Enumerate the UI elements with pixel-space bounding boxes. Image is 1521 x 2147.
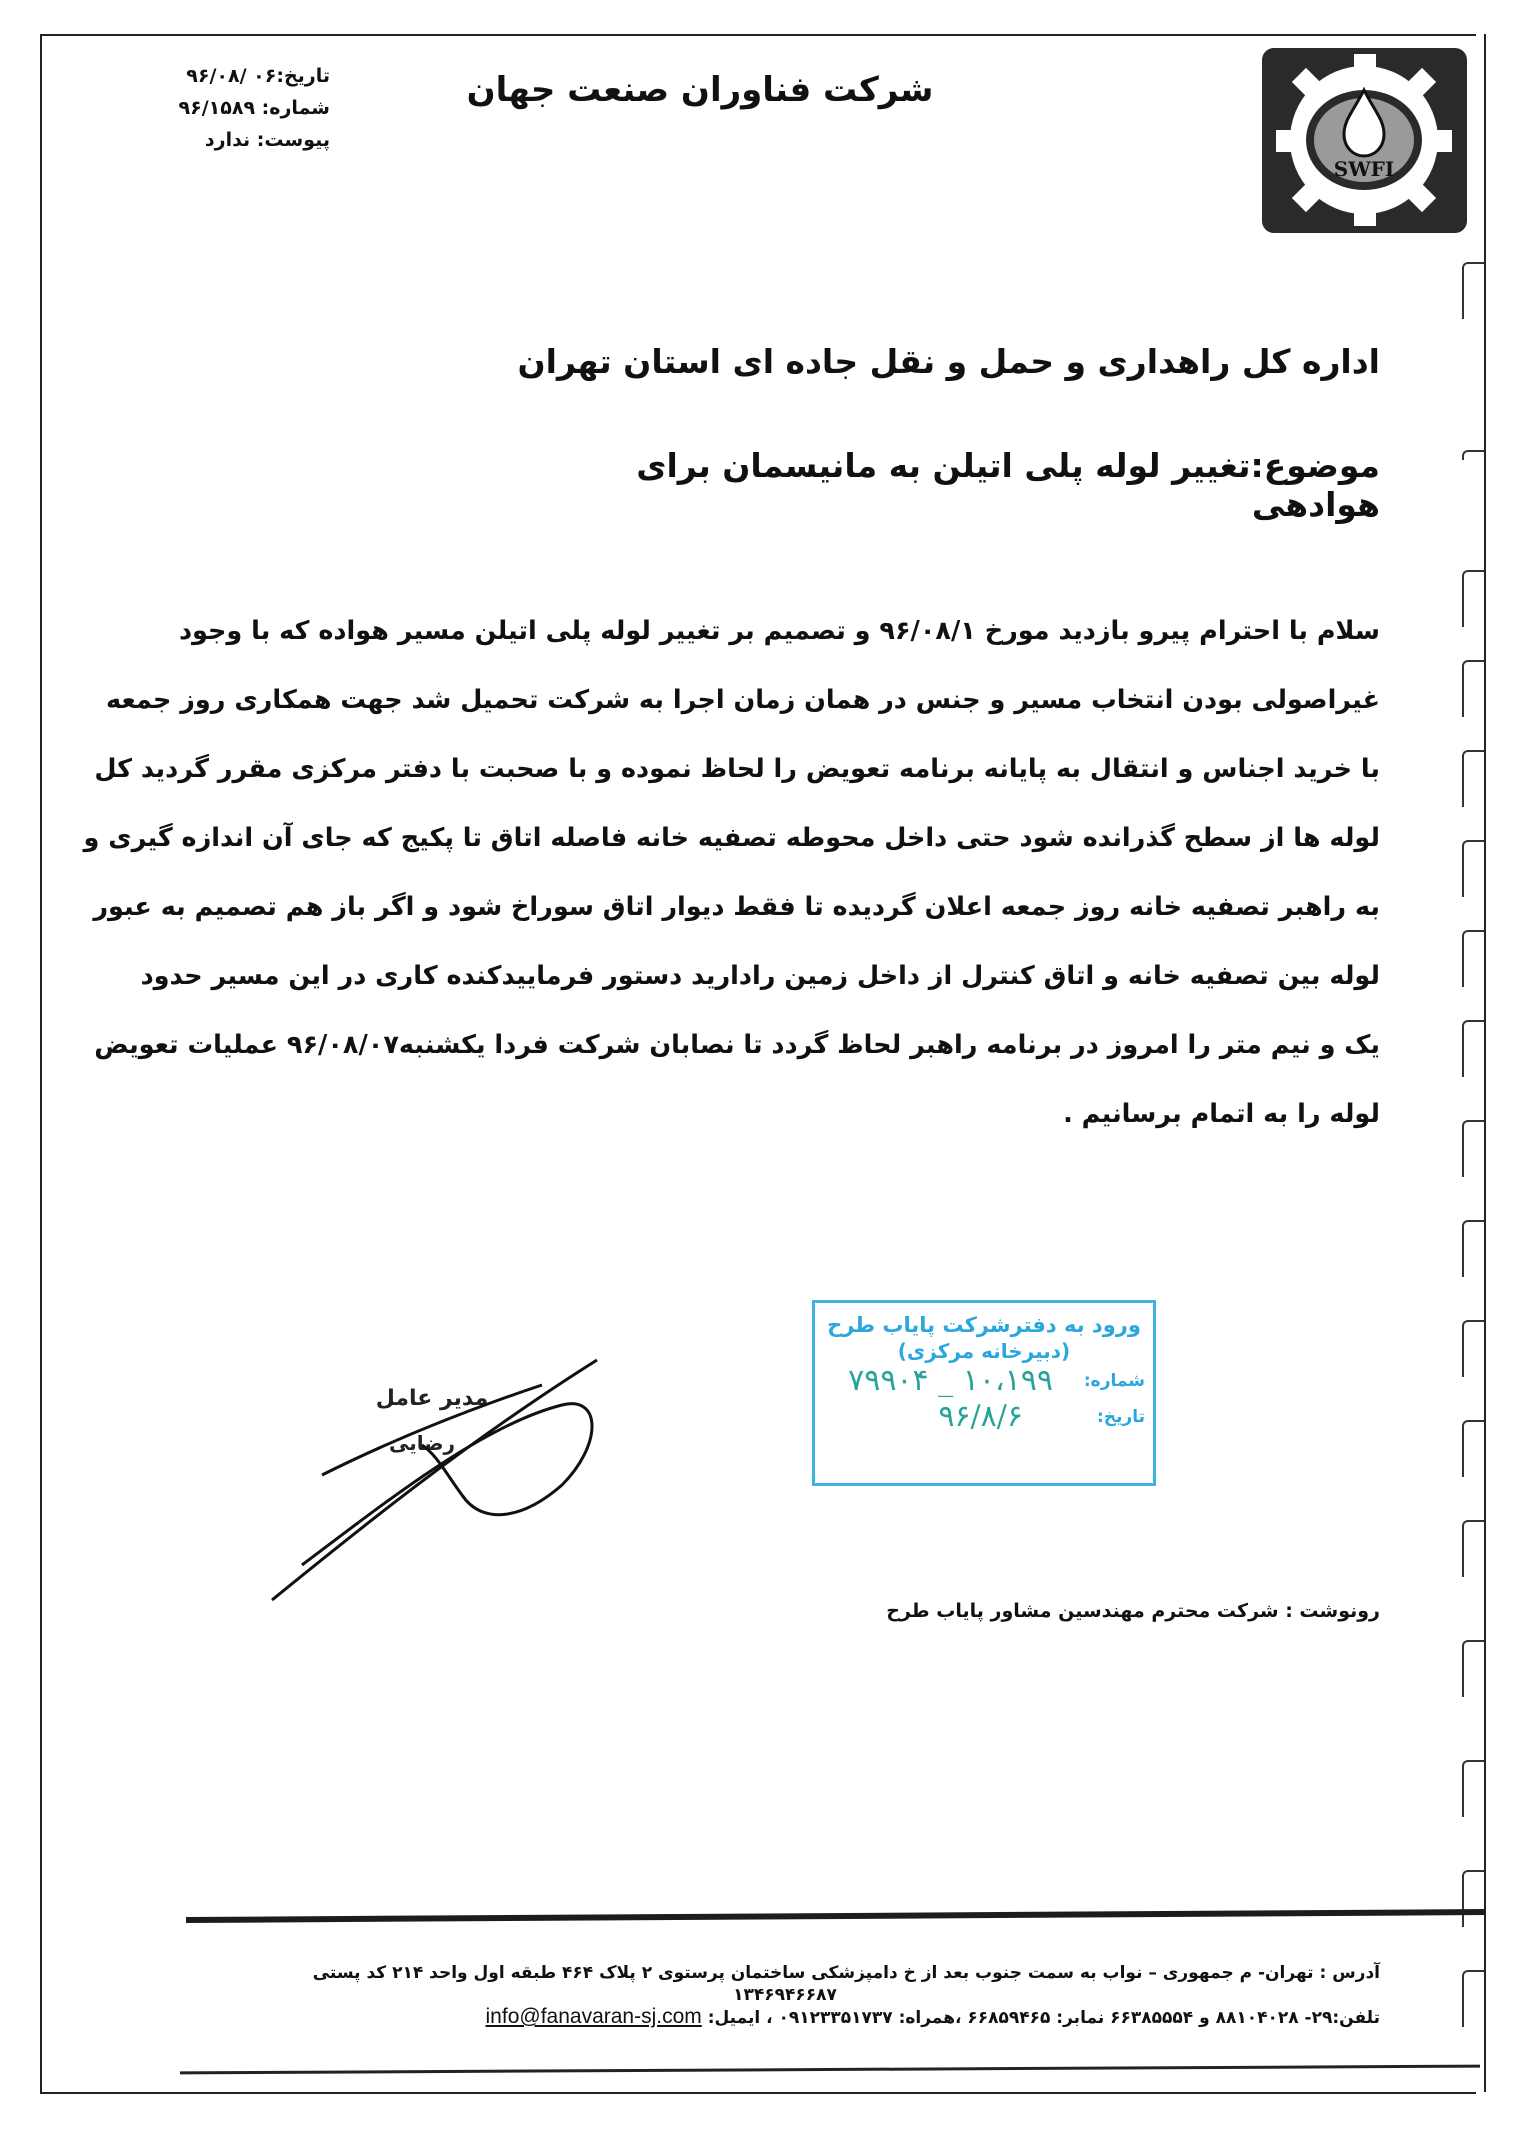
binder-tab bbox=[1462, 1220, 1484, 1277]
stamp-number-label: شماره: bbox=[1083, 1371, 1145, 1391]
company-logo-icon bbox=[1262, 48, 1472, 238]
footer-address: آدرس : تهران- م جمهوری – نواب به سمت جنوب بعد از خ دامپزشکی ساختمان پرستوی ۲ پلاک ۴۶۴ طبقه اول واحد ۲۱۴ کد پستی bbox=[312, 1963, 1380, 1983]
signature-name: رضایی bbox=[388, 1431, 456, 1455]
stamp-date-value: ۹۶/۸/۶ bbox=[938, 1399, 1023, 1434]
binder-tab bbox=[1462, 750, 1484, 807]
binder-tab bbox=[1462, 840, 1484, 897]
letter-date: تاریخ:۰۶ /۹۶/۰۸ bbox=[186, 65, 330, 87]
body-line: سلام با احترام پیرو بازدید مورخ ۹۶/۰۸/۱ و تصمیم بر تغییر لوله پلی اتیلن مسیر هواده که با وجود bbox=[178, 616, 1380, 646]
receipt-stamp bbox=[812, 1300, 1156, 1486]
letter-body bbox=[83, 616, 1380, 1168]
company-name: شرکت فناوران صنعت جهان bbox=[466, 70, 934, 110]
binder-tab bbox=[1462, 1420, 1484, 1477]
body-line: لوله بین تصفیه خانه و اتاق کنترل از داخل زمین رادارید دستور فرماییدکنده کاری در این مسیر حدود bbox=[140, 961, 1380, 991]
signature-title: مدیر عامل bbox=[375, 1386, 489, 1411]
footer bbox=[190, 1962, 1380, 2029]
body-line: با خرید اجناس و انتقال به پایانه برنامه تعویض را لحاظ نموده و با صحبت با دفتر مرکزی مقرر گردید کل bbox=[94, 754, 1380, 784]
binder-tab bbox=[1462, 1020, 1484, 1077]
footer-email-link[interactable]: info@fanavaran-sj.com bbox=[485, 2005, 702, 2028]
stamp-number-value: ۱۰،۱۹۹ _ ۷۹۹۰۴ bbox=[848, 1363, 1053, 1398]
binder-tab bbox=[1462, 1640, 1484, 1697]
letter-number: شماره: ۹۶/۱۵۸۹ bbox=[178, 97, 330, 119]
footer-contact: تلفن:۲۹- ۸۸۱۰۴۰۲۸ و ۶۶۳۸۵۵۵۴ نمابر: ۶۶۸۵۹۴۶۵ ،همراه: ۰۹۱۲۳۳۵۱۷۳۷ ، ایمیل: bbox=[707, 2008, 1380, 2028]
body-line: لوله ها از سطح گذرانده شود حتی داخل محوطه تصفیه خانه فاصله اتاق تا پکیج که جای آن اندازه گیری و bbox=[83, 823, 1380, 853]
binder-tab bbox=[1462, 930, 1484, 987]
footer-contact-row bbox=[190, 2006, 1380, 2029]
binder-tab bbox=[1462, 570, 1484, 627]
body-line: یک و نیم متر را امروز در برنامه راهبر لحاظ گردد تا نصابان شرکت فردا یکشنبه۹۶/۰۸/۰۷ عملیات تعویض bbox=[94, 1030, 1380, 1060]
footer-postal-code: ۱۳۴۶۹۴۶۶۸۷ bbox=[733, 1985, 837, 2005]
binder-tab bbox=[1462, 262, 1484, 319]
letter-meta bbox=[110, 60, 330, 156]
body-line: لوله را به اتمام برسانیم . bbox=[1063, 1099, 1380, 1129]
binder-tab bbox=[1462, 660, 1484, 717]
signature-image bbox=[262, 1335, 602, 1610]
stamp-subtitle: (دبیرخانه مرکزی) bbox=[897, 1339, 1071, 1363]
body-line: به راهبر تصفیه خانه روز جمعه اعلان گردیده تا فقط دیوار اتاق سوراخ شود و اگر باز هم تصمیم به عبور bbox=[93, 892, 1380, 922]
body-line: غیراصولی بودن انتخاب مسیر و جنس در همان زمان اجرا به شرکت تحمیل شد جهت همکاری روز جمعه bbox=[106, 685, 1380, 715]
binder-tab bbox=[1462, 1970, 1484, 2027]
binder-tab bbox=[1462, 1520, 1484, 1577]
logo-text: SWFI bbox=[1333, 157, 1395, 181]
binder-tab bbox=[1462, 1870, 1484, 1927]
stamp-title: ورود به دفترشرکت پایاب طرح bbox=[827, 1313, 1141, 1337]
binder-tab bbox=[1462, 450, 1484, 460]
binder-tab bbox=[1462, 1320, 1484, 1377]
binder-edge bbox=[1484, 34, 1486, 2092]
cc-line: رونوشت : شرکت محترم مهندسین مشاور پایاب طرح bbox=[886, 1600, 1380, 1622]
letter-attachment: پیوست: ندارد bbox=[204, 129, 330, 151]
binder-tab bbox=[1462, 1120, 1484, 1177]
subject: موضوع:تغییر لوله پلی اتیلن به مانیسمان برای هوادهی bbox=[636, 446, 1380, 524]
recipient: اداره کل راهداری و حمل و نقل جاده ای استان تهران bbox=[517, 342, 1380, 381]
stamp-date-label: تاریخ: bbox=[1097, 1407, 1145, 1427]
binder-tab bbox=[1462, 1760, 1484, 1817]
